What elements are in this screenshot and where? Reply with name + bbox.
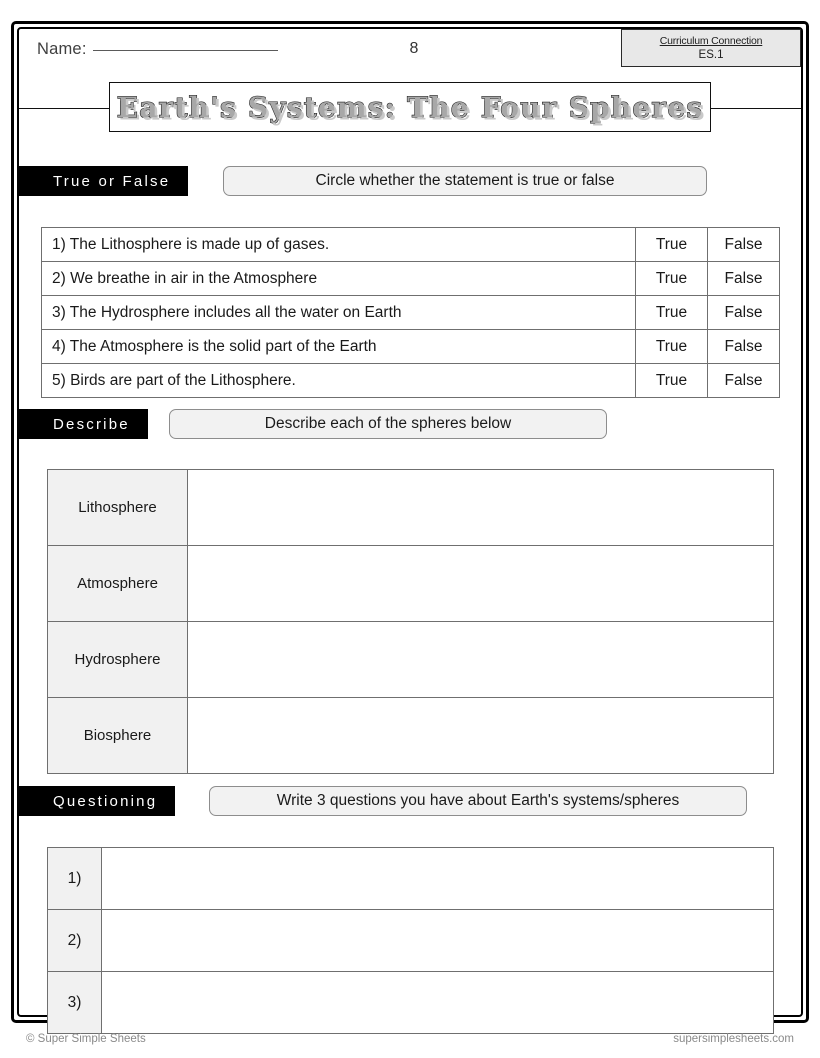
question-number: 2) — [48, 910, 102, 972]
table-row — [48, 470, 774, 546]
tf-option-false[interactable]: False — [708, 296, 780, 330]
title-rule-left — [19, 108, 109, 109]
tf-option-true[interactable]: True — [636, 296, 708, 330]
question-number: 1) — [48, 848, 102, 910]
tf-statement: 1) The Lithosphere is made up of gases. — [42, 228, 636, 262]
worksheet-sheet — [19, 29, 801, 1015]
tf-statement: 3) The Hydrosphere includes all the water on Earth — [42, 296, 636, 330]
tf-option-false[interactable]: False — [708, 262, 780, 296]
name-field[interactable] — [37, 40, 278, 59]
section-header-true-false — [19, 166, 707, 196]
question-answer-field[interactable] — [102, 972, 774, 1034]
sphere-label: Biosphere — [48, 698, 188, 774]
table-row — [42, 364, 780, 398]
section-instruction-true-false: Circle whether the statement is true or false — [223, 166, 707, 196]
table-row — [48, 698, 774, 774]
tf-option-true[interactable]: True — [636, 228, 708, 262]
page-footer — [20, 1033, 800, 1053]
tf-statement: 4) The Atmosphere is the solid part of the Earth — [42, 330, 636, 364]
footer-website[interactable]: supersimplesheets.com — [673, 1033, 794, 1045]
sphere-answer-field[interactable] — [188, 470, 774, 546]
page-title: Earth's Systems: The Four Spheres — [116, 90, 704, 124]
tf-option-false[interactable]: False — [708, 364, 780, 398]
title-box — [109, 82, 711, 132]
sphere-answer-field[interactable] — [188, 622, 774, 698]
sphere-label: Atmosphere — [48, 546, 188, 622]
table-row — [48, 848, 774, 910]
questioning-table — [47, 847, 774, 1034]
section-tag-describe: Describe — [19, 409, 148, 439]
tf-option-true[interactable]: True — [636, 330, 708, 364]
sphere-label: Hydrosphere — [48, 622, 188, 698]
title-rule-right — [711, 108, 801, 109]
tf-statement: 5) Birds are part of the Lithosphere. — [42, 364, 636, 398]
worksheet-header — [19, 29, 801, 75]
table-row — [48, 972, 774, 1034]
question-answer-field[interactable] — [102, 848, 774, 910]
section-instruction-questioning: Write 3 questions you have about Earth's systems/spheres — [209, 786, 747, 816]
worksheet-title-band — [19, 82, 801, 134]
curriculum-connection-title: Curriculum Connection — [659, 35, 763, 47]
describe-table — [47, 469, 774, 774]
table-row — [48, 622, 774, 698]
table-row — [42, 228, 780, 262]
name-label-text: Name: — [37, 40, 87, 58]
name-write-line[interactable] — [93, 50, 278, 51]
question-number: 3) — [48, 972, 102, 1034]
footer-copyright: © Super Simple Sheets — [26, 1033, 146, 1045]
sphere-label: Lithosphere — [48, 470, 188, 546]
true-false-table — [41, 227, 780, 398]
page-number: 8 — [409, 40, 419, 57]
question-answer-field[interactable] — [102, 910, 774, 972]
sphere-answer-field[interactable] — [188, 546, 774, 622]
tf-option-false[interactable]: False — [708, 228, 780, 262]
section-instruction-describe: Describe each of the spheres below — [169, 409, 607, 439]
table-row — [42, 296, 780, 330]
tf-option-true[interactable]: True — [636, 364, 708, 398]
section-header-questioning — [19, 786, 747, 816]
section-tag-questioning: Questioning — [19, 786, 175, 816]
tf-statement: 2) We breathe in air in the Atmosphere — [42, 262, 636, 296]
table-row — [48, 546, 774, 622]
table-row — [42, 262, 780, 296]
tf-option-false[interactable]: False — [708, 330, 780, 364]
curriculum-connection-box — [621, 29, 801, 67]
section-tag-true-false: True or False — [19, 166, 188, 196]
sphere-answer-field[interactable] — [188, 698, 774, 774]
table-row — [42, 330, 780, 364]
table-row — [48, 910, 774, 972]
section-header-describe — [19, 409, 607, 439]
tf-option-true[interactable]: True — [636, 262, 708, 296]
curriculum-connection-code: ES.1 — [698, 49, 724, 61]
